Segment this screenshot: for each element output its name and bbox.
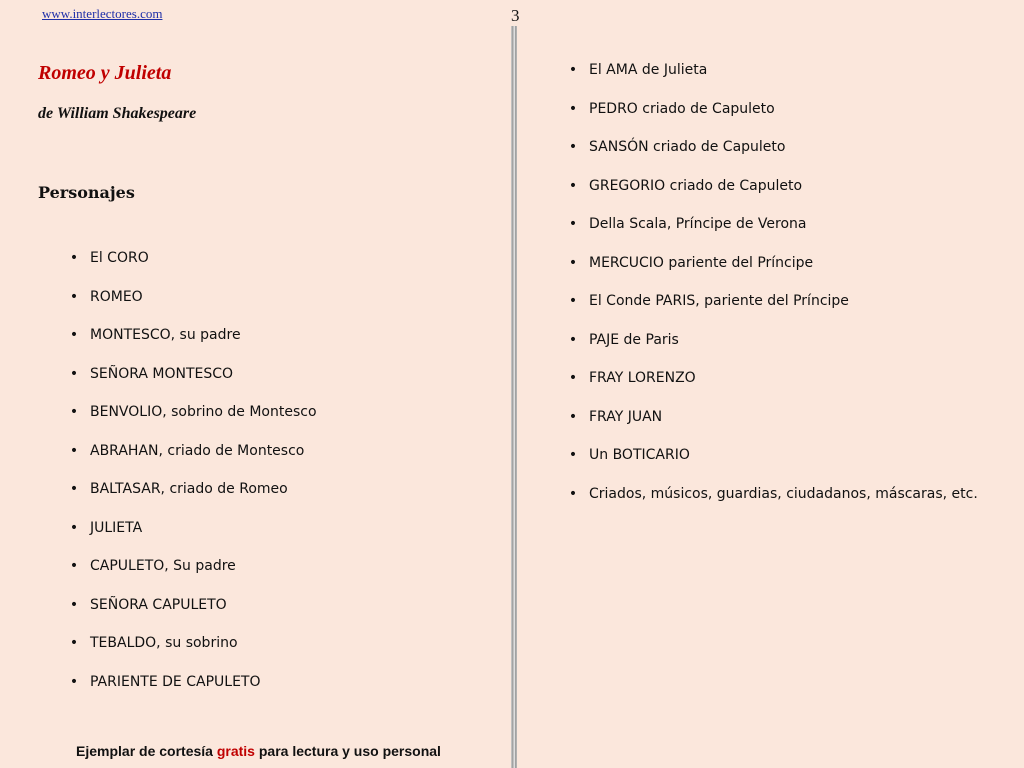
character-item	[64, 633, 317, 672]
footer-note	[76, 743, 441, 759]
character-item	[64, 364, 317, 403]
character-name: Criados, músicos, guardias, ciudadanos, máscaras, etc.	[589, 485, 978, 502]
bullet-icon: •	[69, 519, 79, 536]
character-name: Della Scala, Príncipe de Verona	[589, 216, 807, 232]
character-name: BENVOLIO, sobrino de Montesco	[90, 404, 317, 420]
character-name: SEÑORA CAPULETO	[90, 596, 227, 613]
bullet-icon: •	[568, 254, 578, 271]
character-name: PARIENTE DE CAPULETO	[90, 673, 261, 690]
bullet-icon: •	[568, 408, 578, 425]
character-item	[64, 402, 317, 441]
character-item	[563, 253, 978, 292]
page-gutter-divider	[511, 26, 517, 768]
character-item	[64, 479, 317, 518]
character-name: MERCUCIO pariente del Príncipe	[589, 254, 814, 271]
character-name: SANSÓN criado de Capuleto	[589, 139, 786, 155]
bullet-icon: •	[568, 370, 578, 386]
author-line: de William Shakespeare	[38, 105, 197, 122]
character-item	[64, 287, 317, 326]
character-list-left	[64, 248, 317, 710]
character-name: MONTESCO, su padre	[90, 327, 241, 343]
character-name: TEBALDO, su sobrino	[90, 635, 238, 651]
character-item	[64, 556, 317, 595]
character-item	[64, 248, 317, 287]
character-list-right	[563, 60, 978, 522]
footer-text-before: Ejemplar de cortesía	[76, 743, 217, 759]
character-item	[64, 325, 317, 364]
character-item	[563, 368, 978, 407]
character-name: PAJE de Paris	[589, 331, 679, 348]
character-item	[563, 214, 978, 253]
section-heading: Personajes	[38, 183, 135, 202]
bullet-icon: •	[568, 62, 578, 78]
character-name: Un BOTICARIO	[589, 447, 690, 463]
character-name: PEDRO criado de Capuleto	[589, 100, 775, 117]
character-name: ROMEO	[90, 288, 143, 305]
bullet-icon: •	[69, 596, 79, 613]
bullet-icon: •	[69, 442, 79, 459]
character-item	[64, 518, 317, 557]
bullet-icon: •	[69, 327, 79, 343]
book-title: Romeo y Julieta	[38, 62, 172, 84]
bullet-icon: •	[568, 331, 578, 348]
bullet-icon: •	[69, 404, 79, 420]
bullet-icon: •	[568, 485, 578, 502]
bullet-icon: •	[69, 558, 79, 574]
bullet-icon: •	[568, 139, 578, 155]
character-name: SEÑORA MONTESCO	[90, 365, 234, 382]
character-item	[563, 407, 978, 446]
bullet-icon: •	[568, 216, 578, 232]
character-item	[64, 595, 317, 634]
footer-highlight: gratis	[216, 743, 255, 759]
character-name: El CORO	[90, 250, 149, 266]
footer-text-after: para lectura y uso personal	[254, 743, 441, 759]
character-item	[563, 176, 978, 215]
character-item	[563, 60, 978, 99]
character-item	[563, 330, 978, 369]
bullet-icon: •	[568, 293, 578, 309]
bullet-icon: •	[568, 177, 578, 194]
character-name: FRAY LORENZO	[589, 370, 696, 386]
bullet-icon: •	[69, 673, 79, 690]
character-name: CAPULETO, Su padre	[90, 558, 236, 574]
character-item	[563, 99, 978, 138]
character-item	[64, 672, 317, 711]
bullet-icon: •	[568, 100, 578, 117]
character-item	[64, 441, 317, 480]
bullet-icon: •	[69, 481, 79, 497]
character-name: FRAY JUAN	[589, 408, 663, 425]
site-link[interactable]: www.interlectores.com	[42, 6, 163, 21]
bullet-icon: •	[69, 288, 79, 305]
bullet-icon: •	[568, 447, 578, 463]
page-number: 3	[511, 6, 520, 25]
character-name: JULIETA	[90, 519, 143, 536]
character-item	[563, 137, 978, 176]
character-name: El Conde PARIS, pariente del Príncipe	[589, 293, 849, 309]
character-name: BALTASAR, criado de Romeo	[90, 481, 288, 497]
character-name: ABRAHAN, criado de Montesco	[90, 442, 305, 459]
character-name: El AMA de Julieta	[589, 62, 708, 78]
bullet-icon: •	[69, 250, 79, 266]
character-item	[563, 484, 978, 523]
bullet-icon: •	[69, 635, 79, 651]
character-item	[563, 445, 978, 484]
bullet-icon: •	[69, 365, 79, 382]
character-name: GREGORIO criado de Capuleto	[589, 177, 803, 194]
character-item	[563, 291, 978, 330]
